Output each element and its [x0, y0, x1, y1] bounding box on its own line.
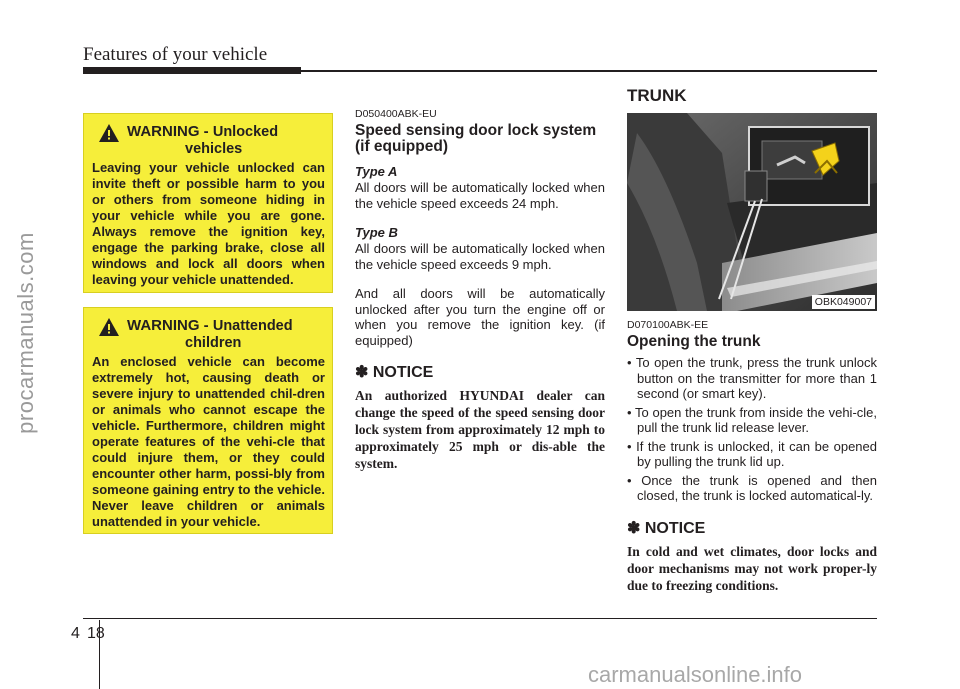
warning-box-unlocked-vehicles — [83, 113, 333, 293]
notice-text: An authorized HYUNDAI dealer can change the speed of the speed sensing door lock system from approximately 12 mph to approximately 25 mph or dis-able the system. — [355, 388, 605, 471]
section-heading: Speed sensing door lock system (if equipped) — [355, 122, 597, 155]
bullet-text: To open the trunk, press the trunk unlock button on the transmitter for more than 1 second (or smart key). — [635, 355, 878, 401]
list-item — [627, 439, 877, 470]
warning-title-line2: children — [185, 335, 242, 351]
notice-heading: ✽ NOTICE — [627, 519, 706, 537]
warning-dash: - — [203, 123, 209, 140]
page-number: 18 — [87, 625, 105, 642]
section-code: D050400ABK-EU — [355, 108, 437, 120]
warning-triangle-icon — [98, 123, 120, 143]
warning-word: WARNING — [127, 317, 200, 334]
warning-dash: - — [203, 317, 209, 334]
header-rule — [83, 67, 301, 74]
bottom-watermark: carmanualsonline.info — [588, 662, 803, 687]
trunk-lever-illustration — [627, 113, 877, 311]
list-item — [627, 355, 877, 402]
warning-text: An enclosed vehicle can become extremely hot, causing death or severe injury to unattended chil-dren or animals who cannot escape the vehicle. Furthermore, children might operate features of the vehi-cle that could injure them, or they could encounter other harm, possi-bly from someone gaining entry to the vehicle. Never leave children or animals unattended in your vehicle. — [92, 354, 325, 529]
notice-text: In cold and wet climates, door locks and door mechanisms may not work proper-ly due to freezing conditions. — [627, 543, 877, 593]
trunk-section — [627, 319, 877, 594]
trunk-release-photo — [627, 113, 877, 311]
trunk-bullet-list — [627, 355, 877, 504]
page-header-title: Features of your vehicle — [83, 44, 268, 65]
list-item — [627, 405, 877, 436]
bullet-text: If the trunk is unlocked, it can be opened by pulling the trunk lid up. — [636, 438, 877, 469]
warning-word: WARNING — [127, 123, 200, 140]
trunk-title: TRUNK — [627, 86, 687, 105]
bullet-text: Once the trunk is opened and then closed, the trunk is locked automatical-ly. — [637, 472, 877, 503]
bullet-text: To open the trunk from inside the vehi-cle, pull the trunk lid release lever. — [635, 404, 877, 435]
header-rule-thin — [301, 70, 877, 72]
type-a-label: Type A — [355, 164, 398, 179]
type-a-text: All doors will be automatically locked when the vehicle speed exceeds 24 mph. — [355, 180, 605, 211]
notice-heading: ✽ NOTICE — [355, 364, 434, 381]
chapter-number: 4 — [71, 625, 80, 642]
section-heading: Opening the trunk — [627, 333, 761, 350]
footer-rule — [83, 618, 877, 619]
section-code: D070100ABK-EE — [627, 319, 709, 331]
unlock-text: And all doors will be automatically unlocked after you turn the engine off or when you remove the ignition key. (if equipped) — [355, 286, 605, 348]
side-watermark: procarmanuals.com — [13, 232, 38, 434]
warning-title-line2: vehicles — [185, 141, 243, 157]
warning-text: Leaving your vehicle unlocked can invite theft or possible harm to you or others from someone hiding in your vehicle while you are gone. Always remove the ignition key, engage the parking brake, close all windows and lock all doors when leaving your vehicle unattended. — [92, 160, 325, 287]
type-b-text: All doors will be automatically locked when the vehicle speed exceeds 9 mph. — [355, 241, 605, 272]
photo-caption-code: OBK049007 — [812, 295, 875, 309]
warning-title-line1: Unlocked — [212, 124, 279, 140]
warning-box-unattended-children — [83, 307, 333, 534]
type-b-label: Type B — [355, 225, 398, 240]
speed-lock-section — [355, 108, 605, 472]
warning-title-line1: Unattended — [212, 318, 293, 334]
list-item — [627, 473, 877, 504]
warning-triangle-icon — [98, 317, 120, 337]
